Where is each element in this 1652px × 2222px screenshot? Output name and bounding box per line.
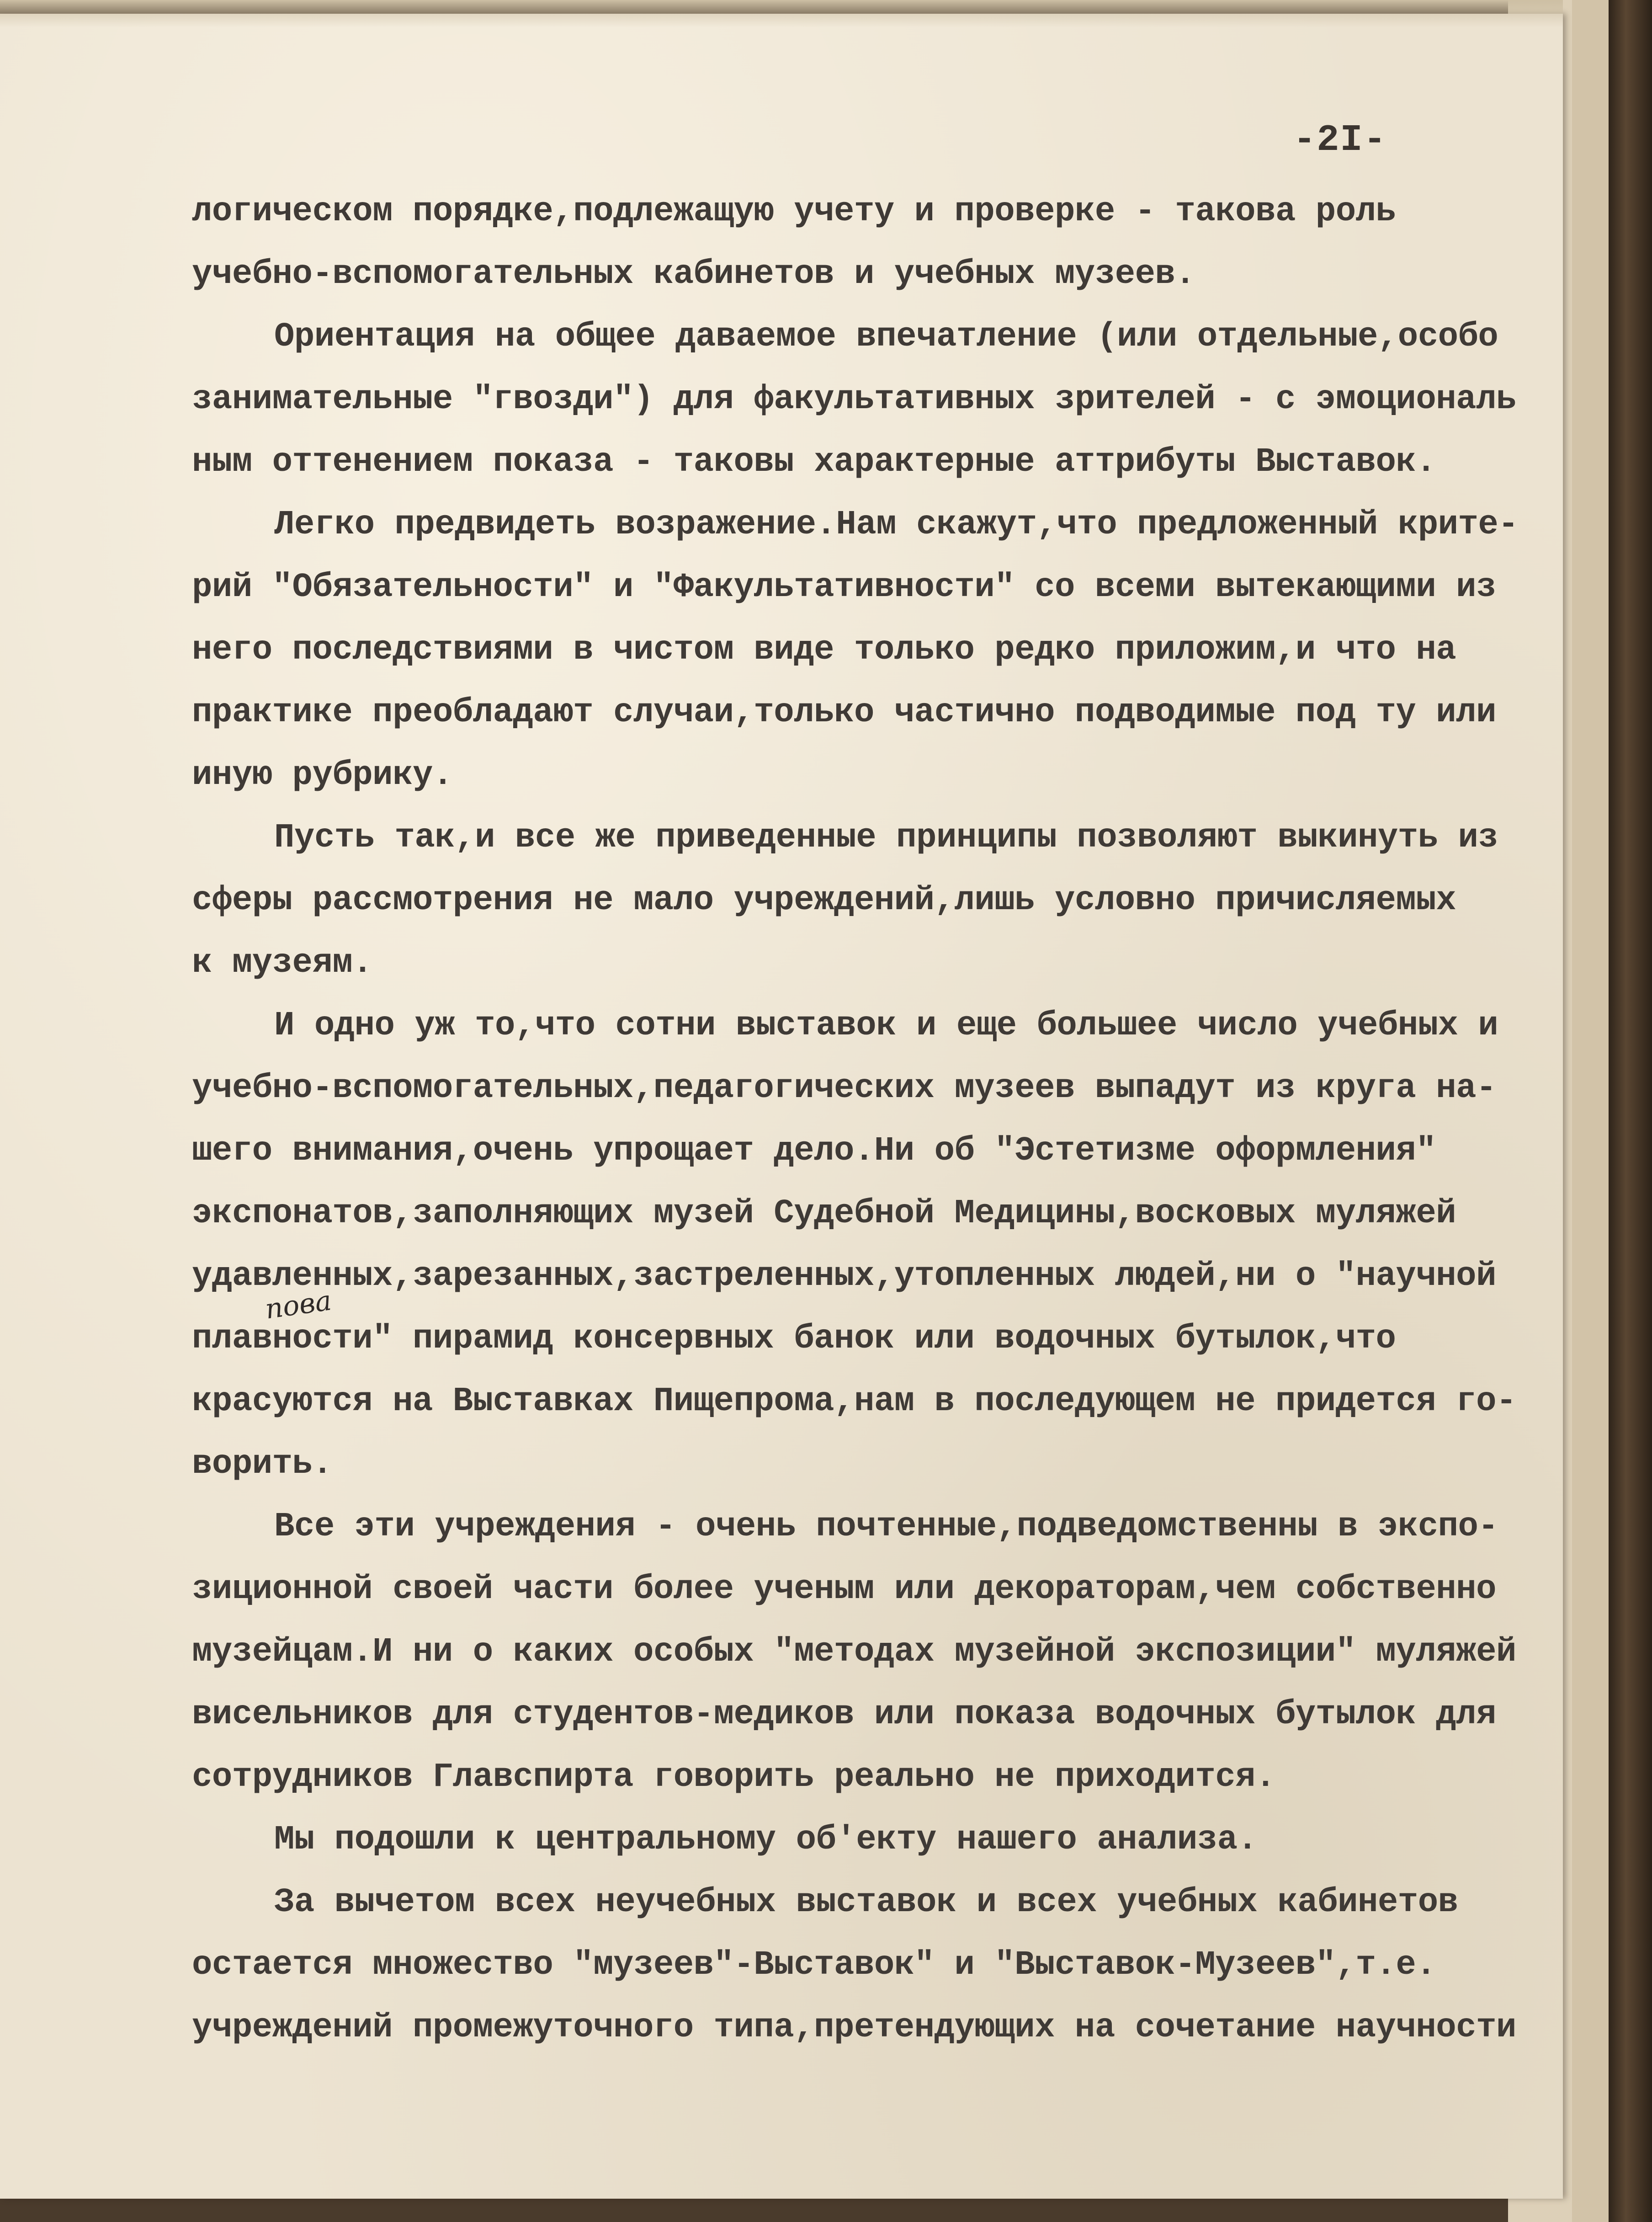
- text-line: к музеям.: [192, 944, 373, 982]
- text-line: сферы рассмотрения не мало учреждений,лишь условно причисляемых: [192, 881, 1456, 920]
- text-line: остается множество "музеев"-Выставок" и "Выставок-Музеев",т.е.: [192, 1946, 1436, 1984]
- body-text: [192, 181, 1545, 2059]
- page-top-shadow: [0, 0, 1563, 27]
- text-line: рий "Обязательности" и "Факультативности" со всеми вытекающими из: [192, 568, 1496, 607]
- text-line: него последствиями в чистом виде только редко приложим,и что на: [192, 631, 1456, 669]
- text-line: шего внимания,очень упрощает дело.Ни об "Эстетизме оформления": [192, 1132, 1436, 1170]
- text-line: Мы подошли к центральному об'екту нашего анализа.: [274, 1821, 1258, 1859]
- text-line: музейцам.И ни о каких особых "методах музейной экспозиции" муляжей: [192, 1633, 1516, 1671]
- text-line: учреждений промежуточного типа,претендующих на сочетание научности: [192, 2009, 1516, 2047]
- text-line: занимательные "гвозди") для факультативных зрителей - с эмоциональ: [192, 380, 1516, 419]
- text-line: экспонатов,заполняющих музей Судебной Медицины,восковых муляжей: [192, 1194, 1456, 1233]
- text-line: Все эти учреждения - очень почтенные,подведомственны в экспо-: [274, 1508, 1498, 1546]
- text-line: плавности" пирамид консервных банок или водочных бутылок,что: [192, 1320, 1396, 1358]
- text-line: ным оттенением показа - таковы характерные аттрибуты Выставок.: [192, 443, 1436, 481]
- text-line: иную рубрику.: [192, 756, 453, 794]
- handwritten-correction: пова: [263, 1284, 334, 1326]
- text-line: За вычетом всех неучебных выставок и всех учебных кабинетов: [274, 1883, 1458, 1922]
- typed-page: [0, 14, 1563, 2199]
- text-line: учебно-вспомогательных кабинетов и учебных музеев.: [192, 255, 1195, 293]
- text-line: Легко предвидеть возражение.Нам скажут,что предложенный крите-: [274, 506, 1519, 544]
- text-line: Пусть так,и все же приведенные принципы позволяют выкинуть из: [274, 819, 1498, 857]
- text-line: сотрудников Главспирта говорить реально не приходится.: [192, 1758, 1275, 1796]
- page-number: -2I-: [1293, 119, 1387, 161]
- text-line: висельников для студентов-медиков или показа водочных бутылок для: [192, 1695, 1496, 1734]
- text-line: учебно-вспомогательных,педагогических музеев выпадут из круга на-: [192, 1069, 1496, 1108]
- text-line: зиционной своей части более ученым или декораторам,чем собственно: [192, 1570, 1496, 1609]
- text-line: красуются на Выставках Пищепрома,нам в последующем не придется го-: [192, 1382, 1516, 1421]
- text-line: логическом порядке,подлежащую учету и проверке - такова роль: [192, 192, 1396, 231]
- binding-edge: [1609, 0, 1652, 2222]
- text-line: практике преобладают случаи,только частично подводимые под ту или: [192, 693, 1496, 732]
- text-line: удавленных,зарезанных,застреленных,утопленных людей,ни о "научной: [192, 1257, 1496, 1295]
- text-line: Ориентация на общее даваемое впечатление (или отдельные,особо: [274, 318, 1498, 356]
- text-line: ворить.: [192, 1445, 333, 1483]
- text-line: И одно уж то,что сотни выставок и еще большее число учебных и: [274, 1007, 1498, 1045]
